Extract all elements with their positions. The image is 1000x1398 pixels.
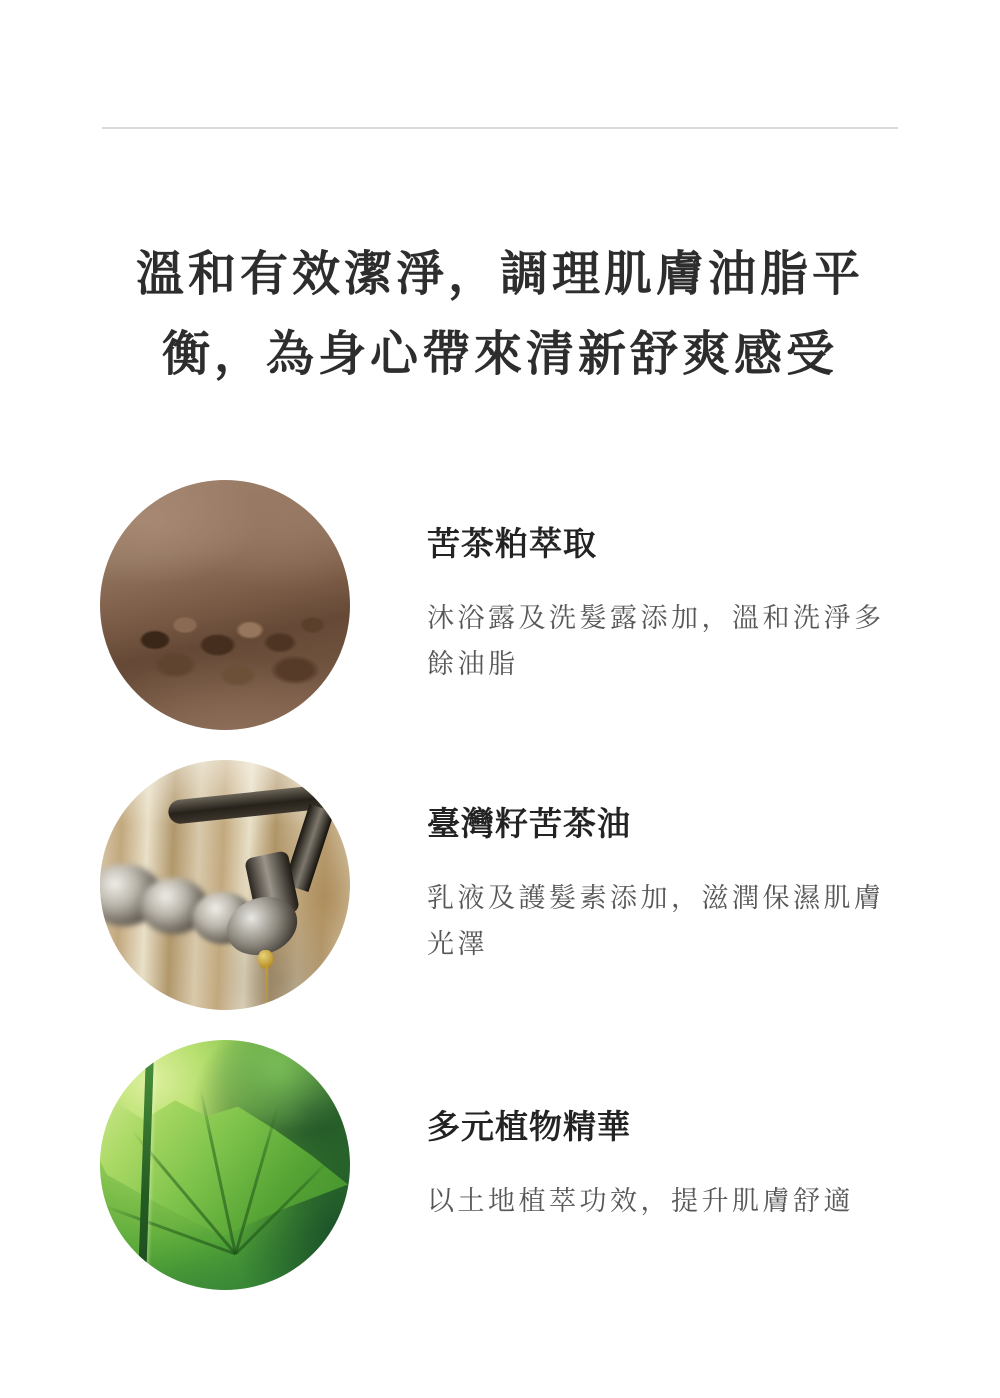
features-list: [100, 480, 900, 1290]
feature-text-block: [427, 1106, 900, 1224]
feature-item-tea-seed-pomace: [100, 480, 900, 730]
feature-title: 臺灣籽苦茶油: [427, 807, 631, 843]
feature-text-block: [427, 803, 900, 967]
heading-line-2: 衡，為身心帶來清新舒爽感受: [161, 328, 838, 381]
feature-title: 多元植物精華: [427, 1110, 631, 1146]
feature-description: 乳液及護髮素添加，滋潤保濕肌膚光澤: [427, 883, 885, 959]
feature-title: 苦茶粕萃取: [427, 527, 597, 563]
feature-text-block: [427, 523, 900, 687]
feature-description: 沐浴露及洗髮露添加，溫和洗淨多餘油脂: [427, 603, 885, 679]
oil-press-tap-photo: [100, 760, 350, 1010]
section-divider: [102, 127, 898, 129]
oil-stream-shape: [265, 966, 268, 1010]
feature-item-camellia-oil: [100, 760, 900, 1010]
section-heading: [0, 235, 1000, 395]
feature-description: 以土地植萃功效，提升肌膚舒適: [427, 1186, 854, 1216]
heading-line-1: 溫和有效潔淨，調理肌膚油脂平: [135, 248, 864, 301]
feature-item-botanical-essence: [100, 1040, 900, 1290]
green-leaf-photo: [100, 1040, 350, 1290]
tea-seed-pomace-photo: [100, 480, 350, 730]
